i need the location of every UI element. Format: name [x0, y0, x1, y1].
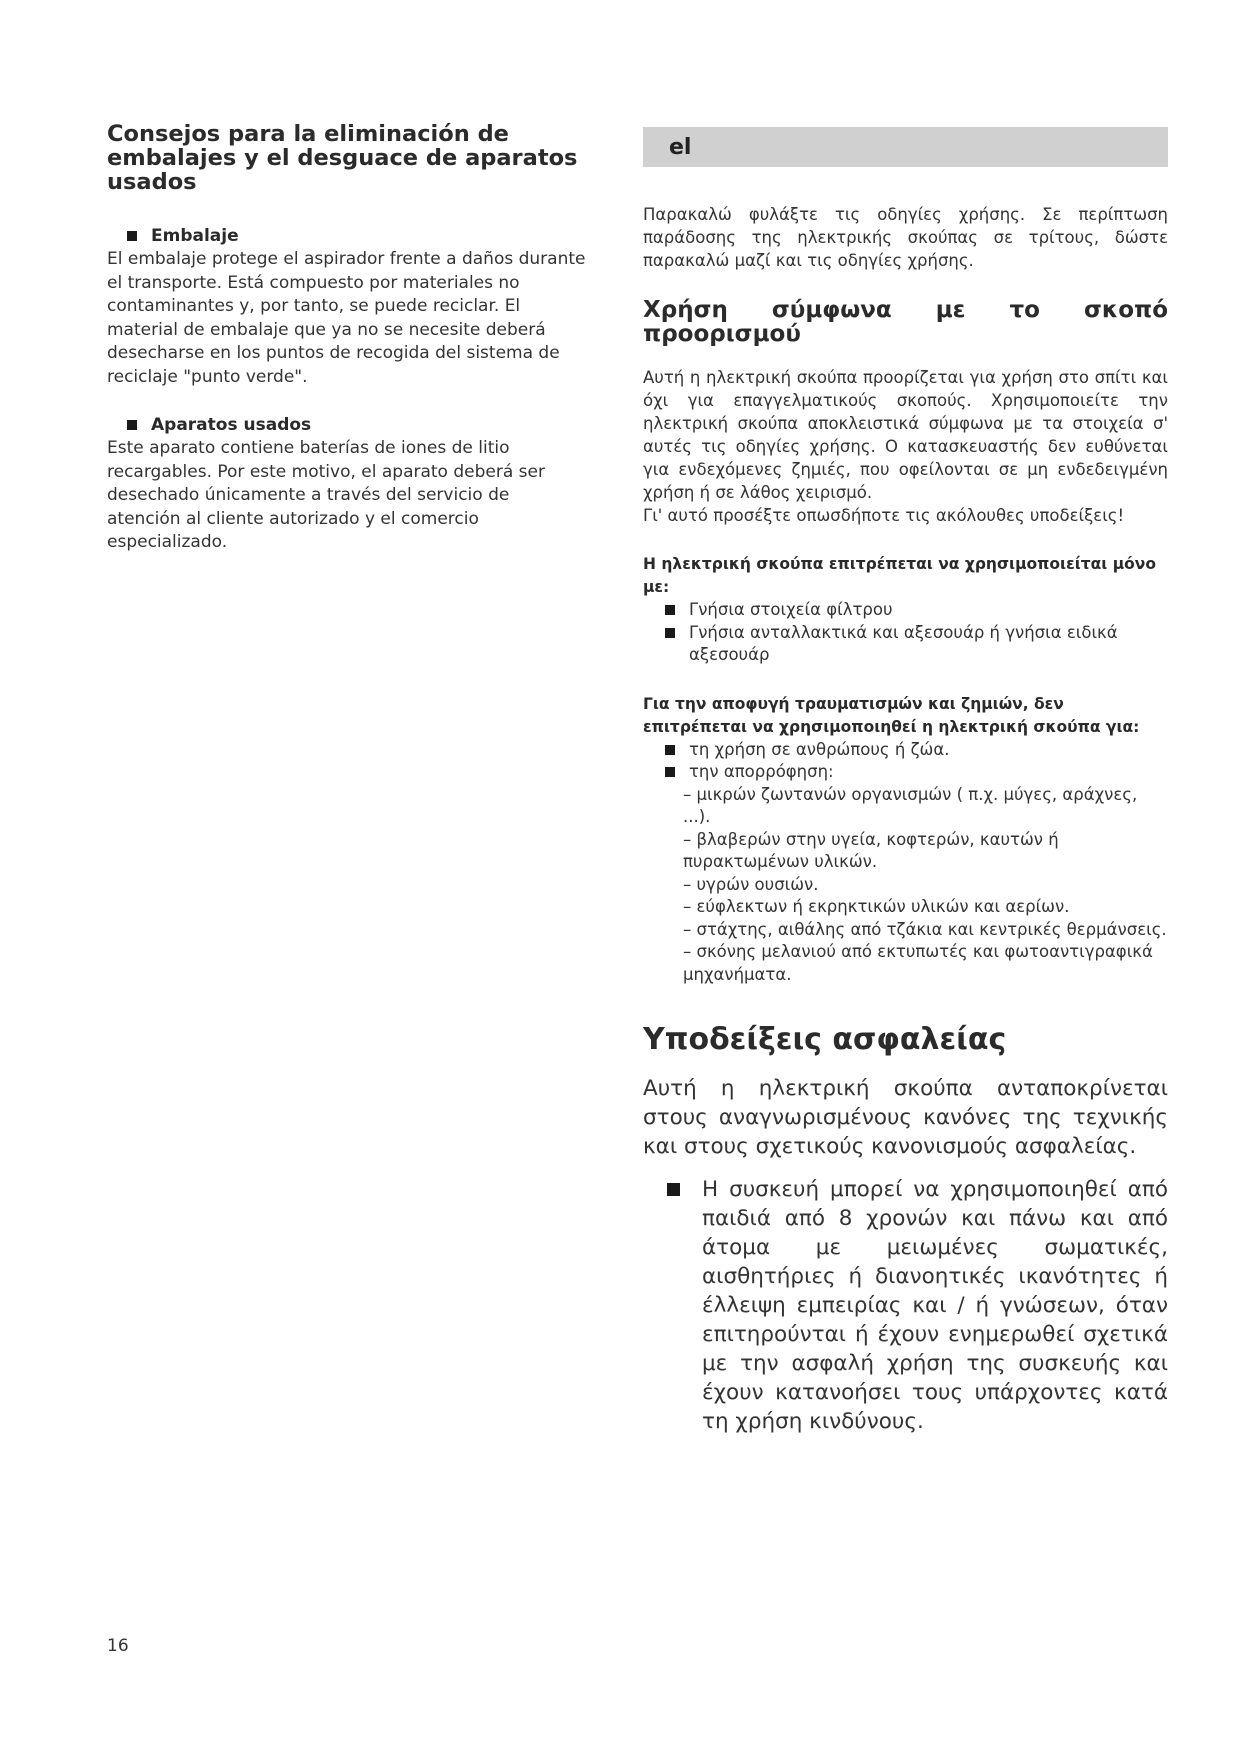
old-appliances-title: Aparatos usados — [107, 413, 587, 437]
list-item: την απορρόφηση: — [643, 761, 1168, 784]
language-code: el — [669, 134, 692, 160]
bullet-square-icon — [127, 420, 137, 430]
safety-list-item: Η συσκευή μπορεί να χρησιμοποιηθεί από παιδιά από 8 χρονών και πάνω και από άτομα με μειωμένες σωματικές, αισθητήριες ή διανοητικές ικανότητες ή έλλειψη εμπειρίας και / ή γνώσεων, όταν επιτηρούνται ή έχουν ενημερωθεί σχετικά με την ασφαλή χρήση της συσκευής και έχουν κατανοήσει τους υπάρχοντες κατά τη χρήση κινδύνους. — [643, 1175, 1168, 1436]
dash-item: – μικρών ζωντανών οργανισμών ( π.χ. μύγες, αράχνες, ...). — [683, 784, 1138, 826]
left-column — [107, 122, 587, 555]
dash-item: – σκόνης μελανιού από εκτυπωτές και φωτοαντιγραφικά μηχανήματα. — [683, 942, 1153, 984]
bullet-square-icon — [665, 605, 675, 615]
packaging-text: El embalaje protege el aspirador frente a daños durante el transporte. Está compuesto por materiales no contaminantes y, por tanto, se puede reciclar. El material de embalaje que ya no se necesite deberá desecharse en los puntos de recogida del sistema de reciclaje "punto verde". — [107, 249, 586, 387]
list-item: Γνήσια ανταλλακτικά και αξεσουάρ ή γνήσια ειδικά αξεσουάρ — [643, 622, 1168, 667]
page-number: 16 — [107, 1636, 129, 1656]
forbidden-title: Για την αποφυγή τραυματισμών και ζημιών, δεν επιτρέπεται να χρησιμοποιηθεί η ηλεκτρική σκούπα για: — [643, 694, 1140, 736]
intended-use-heading: Χρήση σύμφωνα με το σκοπό προορισμού — [643, 297, 1168, 347]
safety-heading: Υποδείξεις ασφαλείας — [643, 1022, 1007, 1057]
list-item: τη χρήση σε ανθρώπους ή ζώα. — [643, 739, 1168, 762]
dash-item: – στάχτης, αιθάλης από τζάκια και κεντρικές θερμάνσεις. — [683, 919, 1167, 939]
dash-item: – βλαβερών στην υγεία, κοφτερών, καυτών ή πυρακτωμένων υλικών. — [683, 829, 1059, 871]
bullet-square-icon — [127, 231, 137, 241]
bullet-square-icon — [665, 628, 675, 638]
packaging-section — [107, 224, 587, 389]
old-appliances-section — [107, 413, 587, 555]
dash-item: – εύφλεκτων ή εκρηκτικών υλικών και αερίων. — [683, 897, 1070, 916]
disposal-heading: Consejos para la eliminación de embalajes y el desguace de aparatos usados — [107, 121, 578, 195]
allowed-title: Η ηλεκτρική σκούπα επιτρέπεται να χρησιμοποιείται μόνο με: — [643, 555, 1156, 596]
intro-text: Παρακαλώ φυλάξτε τις οδηγίες χρήσης. Σε περίπτωση παράδοσης της ηλεκτρικής σκούπας σε τρίτους, δώστε παρακαλώ μαζί και τις οδηγίες χρήσης. — [643, 205, 1168, 270]
intended-use-note: Γι' αυτό προσέξτε οπωσδήποτε τις ακόλουθες υποδείξεις! — [643, 506, 1125, 525]
right-column — [643, 127, 1168, 1436]
bullet-square-icon — [665, 745, 675, 755]
bullet-square-icon — [665, 767, 675, 777]
packaging-title: Embalaje — [107, 224, 587, 248]
old-appliances-text: Este aparato contiene baterías de iones de litio recargables. Por este motivo, el aparato deberá ser desechado únicamente a través del servicio de atención al cliente autorizado y el comercio especializado. — [107, 438, 545, 552]
bullet-square-icon — [667, 1183, 680, 1196]
safety-text: Αυτή η ηλεκτρική σκούπα ανταποκρίνεται στους αναγνωρισμένους κανόνες της τεχνικής και στους σχετικούς κανονισμούς ασφαλείας. — [643, 1076, 1168, 1159]
dash-item: – υγρών ουσιών. — [683, 874, 819, 894]
list-item: Γνήσια στοιχεία φίλτρου — [643, 599, 1168, 622]
intended-use-text: Αυτή η ηλεκτρική σκούπα προορίζεται για χρήση στο σπίτι και όχι για επαγγελματικούς σκοπούς. Χρησιμοποιείτε την ηλεκτρική σκούπα αποκλειστικά σύμφωνα με τα στοιχεία σ' αυτές τις οδηγίες χρήσης. Ο κατασκευαστής δεν ευθύνεται για ενδεχόμενες ζημιές, που οφείλονται σε μη ενδεδειγμένη χρήση ή σε λάθος χειρισμό. — [643, 368, 1168, 502]
language-bar — [643, 127, 1168, 167]
